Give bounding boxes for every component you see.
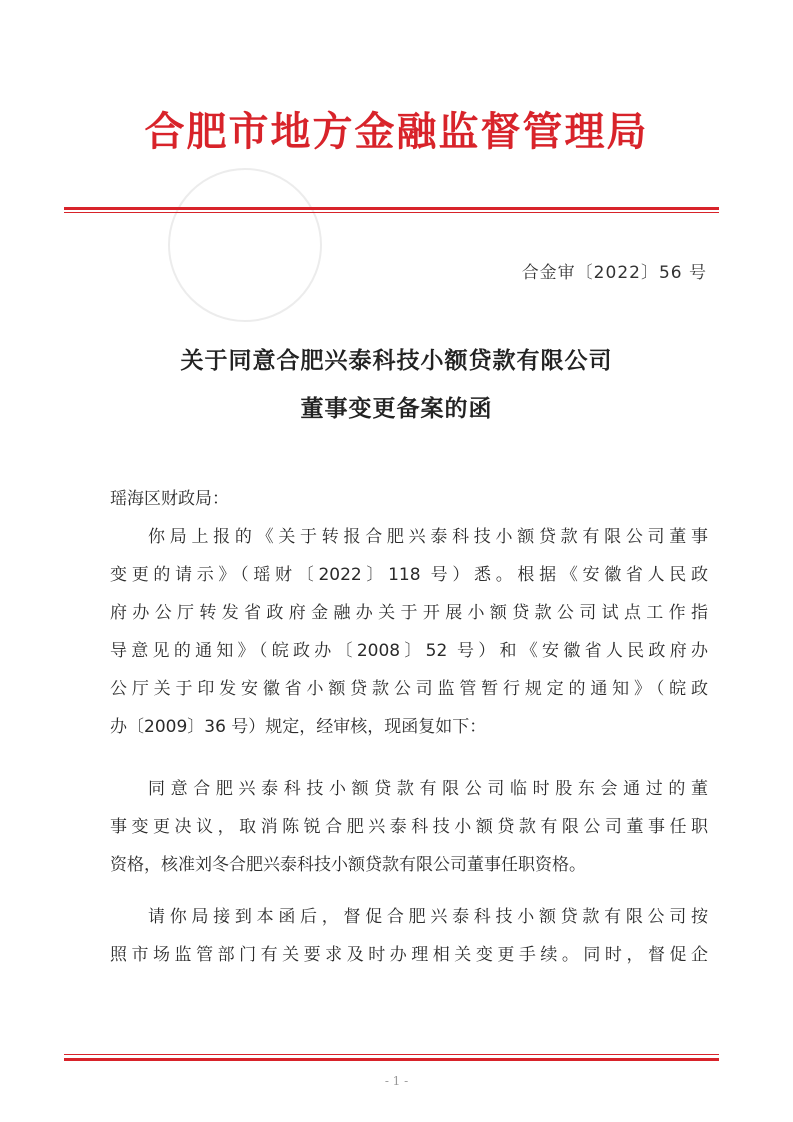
paragraph-line: 你局上报的《关于转报合肥兴泰科技小额贷款有限公司董事	[148, 527, 708, 547]
paragraph-line: 资格，核准刘冬合肥兴泰科技小额贷款有限公司董事任职资格。	[110, 855, 586, 875]
faint-seal-watermark	[168, 168, 322, 322]
paragraph-2	[110, 770, 708, 884]
footer-red-rule-thin	[64, 1054, 719, 1055]
addressee: 瑶海区财政局：	[110, 489, 229, 509]
paragraph-line: 照市场监管部门有关要求及时办理相关变更手续。同时，督促企	[110, 945, 708, 965]
document-title-line-1: 关于同意合肥兴泰科技小额贷款有限公司	[180, 347, 613, 374]
issuing-authority-title: 合肥市地方金融监督管理局	[144, 109, 649, 155]
paragraph-line: 府办公厅转发省政府金融办关于开展小额贷款公司试点工作指	[110, 603, 708, 623]
document-number: 合金审〔2022〕56 号	[521, 263, 707, 283]
header-red-rule-thin	[64, 212, 719, 213]
paragraph-line: 公厅关于印发安徽省小额贷款公司监管暂行规定的通知》（皖政	[110, 679, 708, 699]
paragraph-line: 办〔2009〕36 号）规定，经审核，现函复如下：	[110, 717, 487, 737]
page-number: - 1 -	[384, 1074, 409, 1088]
paragraph-line: 事变更决议，取消陈锐合肥兴泰科技小额贷款有限公司董事任职	[110, 817, 708, 837]
paragraph-3	[110, 898, 708, 974]
paragraph-line: 导意见的通知》（皖政办〔2008〕52 号）和《安徽省人民政府办	[110, 641, 708, 661]
document-title-line-2: 董事变更备案的函	[300, 395, 493, 422]
paragraph-1	[110, 518, 708, 746]
paragraph-line: 同意合肥兴泰科技小额贷款有限公司临时股东会通过的董	[148, 779, 708, 799]
footer-red-rule-thick	[64, 1058, 719, 1061]
paragraph-line: 请你局接到本函后，督促合肥兴泰科技小额贷款有限公司按	[148, 907, 708, 927]
header-red-rule-thick	[64, 207, 719, 210]
paragraph-line: 变更的请示》（瑶财〔2022〕118 号）悉。根据《安徽省人民政	[110, 565, 708, 585]
